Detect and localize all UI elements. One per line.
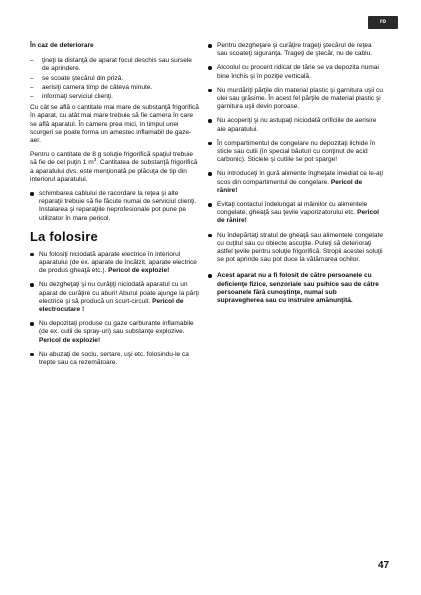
right-column xyxy=(208,42,384,311)
bullet-icon xyxy=(30,253,34,257)
bullet-icon xyxy=(30,283,34,287)
list-item: Nu murdăriţi părţile din material plastic şi garnitura uşii cu ulei sau grăsime. În acest fel părţile de material plastic şi garnitura uşii devin poroase. xyxy=(208,87,384,112)
warning-text: Pericol de rănire! xyxy=(217,209,379,225)
warning-text: Pericol de electrocutare ! xyxy=(39,297,184,314)
bullet-icon xyxy=(208,203,212,207)
list-item: Acest aparat nu a fi folosit de către persoanele cu deficienţe fizice, senzoriale sau psihice sau de către persoanele fără cunoştinţe, numai sub supravegherea sau cu instruire amănunţită. xyxy=(208,272,384,305)
bullet-icon xyxy=(208,234,212,238)
list-item: Nu introduceţi în gură alimente îngheţate imediat ce le-aţi scos din compartimentul de congelare. Pericol de rănire! xyxy=(208,170,384,195)
list-item: Pentru dezgheţare şi curăţire trageţi ştecărul de reţea sau scoateţi siguranţa. Trageţi de ştecăr, nu de cablu. xyxy=(208,42,384,58)
bullet-icon xyxy=(208,119,212,123)
damage-steps-list xyxy=(30,57,200,101)
warning-text: Pericol de explozie! xyxy=(108,267,170,275)
list-item: În compartimentul de congelare nu depozitaţi lichide în sticle sau cutii (în special băuturi cu conţinut de acid carbonic). Sticlele şi cutiile se pot sparge! xyxy=(208,140,384,165)
warning-text: Pericol de rănire! xyxy=(217,178,363,194)
damage-step: – ţineţi la distanţă de aparat focul deschis sau sursele de aprindere. xyxy=(30,57,200,73)
list-item: Nu folosiţi niciodată aparate electrice în interiorul aparatului (de ex. aparate de încălzit, aparate electrice de produs gheaţă etc.). Pericol de explozie! xyxy=(30,251,200,276)
bullet-icon xyxy=(30,192,34,196)
bullet-icon xyxy=(30,353,34,357)
bullet-icon xyxy=(208,274,212,278)
usage-bullet-list xyxy=(30,251,200,367)
list-item: Nu dezgheţaţi şi nu curăţiţi niciodată aparatul cu un aparat de curăţire cu aburi! Aburul poate ajunge la părţi electrice şi să producă un scurt-circuit. Pericol de electrocutare ! xyxy=(30,281,200,314)
damage-step: – informaţi serviciul clienţi. xyxy=(30,93,200,101)
warning-text: Pericol de explozie! xyxy=(39,336,101,344)
bullet-icon xyxy=(208,142,212,146)
list-item: Nu abuzaţi de soclu, sertare, uşi etc. folosindu-le ca trepte sau ca rezemătoare. xyxy=(30,351,200,367)
bullet-icon xyxy=(208,44,212,48)
page-number: 47 xyxy=(378,560,390,571)
list-item: schimbarea cablului de racordare la reţea şi alte reparaţii trebuie să fie făcute numai de serviciul clienţi. Instalarea şi reparaţiile neprofesionale pot pune pe utilizator în mare pericol. xyxy=(30,190,200,223)
cable-bullet-list xyxy=(30,190,200,223)
right-bullet-list xyxy=(208,42,384,305)
list-item: Nu acoperiţi şi nu astupaţi niciodată orificiile de aerisire ale aparatului. xyxy=(208,117,384,133)
damage-step: – aerisiţi camera timp de câteva minute. xyxy=(30,84,200,92)
list-item: Evitaţi contactul îndelungat al mâinilor cu alimentele congelate, gheaţă sau ţevile vaporizatorului etc. Pericol de rănire! xyxy=(208,201,384,226)
list-item: Nu îndepărtaţi stratul de gheaţă sau alimentele congelate cu cuţitul sau cu obiecte ascuţite. Puteţi să deterioraţi astfel ţevile pentru soluţie frigorifică. Stropii acestei soluţii se pot aprinde sau pot duce la vătămarea ochilor. xyxy=(208,232,384,265)
bullet-icon xyxy=(208,89,212,93)
damage-heading: În caz de deteriorare xyxy=(30,42,94,49)
refrigerant-room-paragraph: Cu cât se află o cantitate mai mare de substanţă frigorifică în aparat, cu atât mai mare trebuie să fie camera în care se află aparatul. În camere prea mici, în timpul unei scurgeri se poate forma un amestec inflamabil de gaze-aer. xyxy=(30,104,199,145)
bullet-icon xyxy=(208,172,212,176)
list-item: Nu depozitaţi produse cu gaze carburante inflamabile (de ex. cutii de spray-uri) sau substanţe explozive. Pericol de explozie! xyxy=(30,320,200,345)
bullet-icon xyxy=(208,66,212,70)
section-title-la-folosire: La folosire xyxy=(30,228,98,244)
language-badge: ro xyxy=(368,16,398,29)
bullet-icon xyxy=(30,322,34,326)
superscript-3: 3 xyxy=(93,157,97,163)
refrigerant-quantity-paragraph: Pentru o cantitate de 8 g soluţie frigorifică spaţiul trebuie să fie de cel puţin 1 $m^3$. Cantitatea de substanţă frigorifică a aparatului dvs. este menţionată pe plăcuţa de tip din interiorul aparatului. xyxy=(30,151,198,183)
left-column xyxy=(30,42,200,373)
damage-step: – se scoate ştecărul din priză. xyxy=(30,75,200,83)
list-item: Alcoolul cu procent ridicat de tărie se va depozita numai bine închis şi în poziţie verticală. xyxy=(208,64,384,80)
